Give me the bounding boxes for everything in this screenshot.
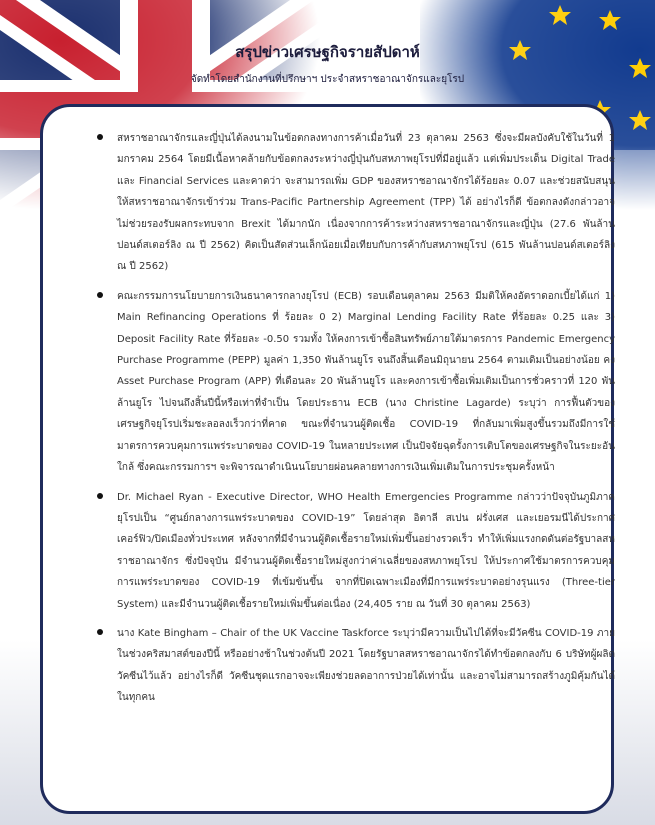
bullet-icon — [97, 134, 103, 140]
page-title: สรุปข่าวเศรษฐกิจรายสัปดาห์ — [235, 43, 420, 61]
bullet-icon — [97, 292, 103, 298]
news-item-text: สหราชอาณาจักรและญี่ปุ่นได้ลงนามในข้อตกลงทางการค้าเมื่อวันที่ 23 ตุลาคม 2563 ซึ่งจะมีผลบังคับใช้ในวันที่ 1 มกราคม 2564 โดยมีเนื้อหาคล้ายกับข้อตกลงระหว่างญี่ปุ่นกับสหภาพยุโรปที่มีอยู่แล้ว แต่เพิ่มประเด็น Digital Trade และ Financial Services และคาดว่า จะสามารถเพิ่ม GDP ของสหราชอาณาจักรได้ร้อยละ 0.07 และช่วยสนับสนุนให้สหราชอาณาจักรเข้าร่วม Trans-Pacific Partnership Agreement (TPP) ได้ อย่างไรก็ดี ข้อตกลงดังกล่าวอาจไม่ช่วยรองรับผลกระทบจาก Brexit ได้มากนัก เนื่องจากการค้าระหว่างสหราชอาณาจักรและญี่ปุ่น (27.6 พันล้านปอนด์สเตอร์ลิง ณ ปี 2562) คิดเป็นสัดส่วนเล็กน้อยเมื่อเทียบกับการค้ากับสหภาพยุโรป (615 พันล้านปอนด์สเตอร์ลิง ณ ปี 2562) — [117, 133, 615, 273]
page-subtitle: จัดทำโดยสำนักงานที่ปรึกษาฯ ประจำสหราชอาณาจักรและยุโรป — [190, 74, 465, 85]
news-item-text: นาง Kate Bingham – Chair of the UK Vaccine Taskforce ระบุว่ามีความเป็นไปได้ที่จะมีวัคซีน COVID-19 ภายในช่วงคริสมาสต์ของปีนี้ หรืออย่างช้าในช่วงต้นปี 2021 โดยรัฐบาลสหราชอาณาจักรได้ทำข้อตกลงกับ 6 บริษัทผู้ผลิตวัคซีนไว้แล้ว อย่างไรก็ดี วัคซีนชุดแรกอาจจะเพียงช่วยลดอาการป่วยได้เท่านั้น และอาจไม่สามารถสร้างภูมิคุ้มกันได้ในทุกคน — [117, 627, 615, 704]
news-item — [85, 286, 615, 479]
news-item-text: คณะกรรมการนโยบายการเงินธนาคารกลางยุโรป (ECB) รอบเดือนตุลาคม 2563 มีมติให้คงอัตราดอกเบี้ยได้แก่ 1) Main Refinancing Operations ที่ ร้อยละ 0 2) Marginal Lending Facility Rate ที่ร้อยละ 0.25 และ 3) Deposit Facility Rate ที่ร้อยละ -0.50 รวมทั้ง ให้คงการเข้าซื้อสินทรัพย์ภายใต้มาตรการ Pandemic Emergency Purchase Programme (PEPP) มูลค่า 1,350 พันล้านยูโร จนถึงสิ้นเดือนมิถุนายน 2564 ตามเดิมเป็นอย่างน้อย คง Asset Purchase Program (APP) ที่เดือนละ 20 พันล้านยูโร และคงการเข้าซื้อเพิ่มเติมเป็นการชั่วคราวที่ 120 พันล้านยูโร ไปจนถึงสิ้นปีนี้หรือเท่าที่จำเป็น โดยประธาน ECB (นาง Christine Lagarde) ระบุว่า การฟื้นตัวของเศรษฐกิจยุโรปเริ่มชะลอลงเร็วกว่าที่คาด ขณะที่จำนวนผู้ติดเชื้อ COVID-19 ที่กลับมาเพิ่มสูงขึ้นรวมถึงมีการใช้มาตรการควบคุมการแพร่ระบาดของ COVID-19 ในหลายประเทศ เป็นปัจจัยฉุดรั้งการเติบโตของเศรษฐกิจในระยะอันใกล้ ซึ่งคณะกรรมการฯ จะพิจารณาดำเนินนโยบายผ่อนคลายทางการเงินเพิ่มเติมในการประชุมครั้งหน้า — [117, 290, 615, 474]
news-item — [85, 128, 615, 278]
news-item — [85, 623, 615, 709]
bullet-icon — [97, 493, 103, 499]
news-item — [85, 487, 615, 615]
bullet-icon — [97, 629, 103, 635]
news-list — [85, 128, 615, 717]
news-item-text: Dr. Michael Ryan - Executive Director, WHO Health Emergencies Programme กล่าวว่าปัจจุบันภูมิภาคยุโรปเป็น “ศูนย์กลางการแพร่ระบาดของ COVID-19” โดยล่าสุด อิตาลี สเปน ฝรั่งเศส และเยอรมนีได้ประกาศเคอร์ฟิว/ปิดเมืองทั่วประเทศ หลังจากที่มีจำนวนผู้ติดเชื้อรายใหม่เพิ่มขึ้นอย่างรวดเร็ว ทำให้เพิ่มแรงกดดันต่อรัฐบาลสหราชอาณาจักร ซึ่งปัจจุบัน มีจำนวนผู้ติดเชื้อรายใหม่สูงกว่าค่าเฉลี่ยของสหภาพยุโรป ให้ประกาศใช้มาตรการควบคุมการแพร่ระบาดของ COVID-19 ที่เข้มข้นขึ้น จากที่ปิดเฉพาะเมืองที่มีการแพร่ระบาดอย่างรุนแรง (Three-tier System) และมีจำนวนผู้ติดเชื้อรายใหม่เพิ่มขึ้นต่อเนื่อง (24,405 ราย ณ วันที่ 30 ตุลาคม 2563) — [117, 491, 615, 610]
